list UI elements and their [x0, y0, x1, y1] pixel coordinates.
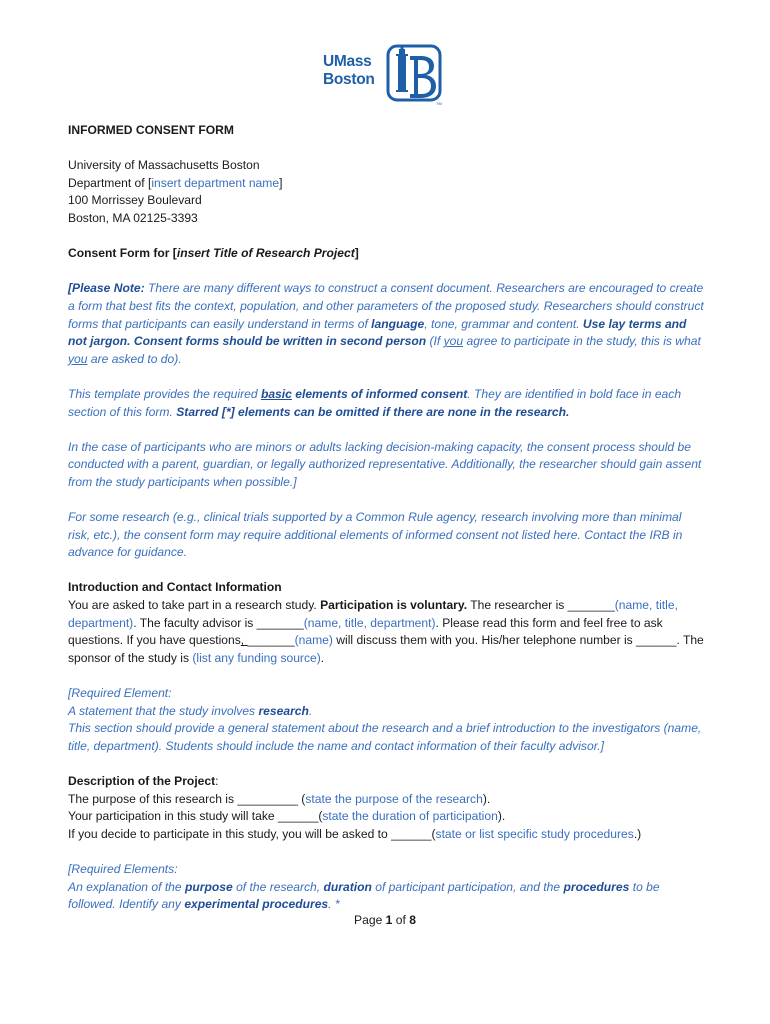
- trademark-mark: TM: [436, 101, 442, 106]
- address-block: [68, 157, 704, 227]
- department-placeholder: insert department name: [151, 175, 280, 190]
- intro-paragraph: You are asked to take part in a research study. Participation is voluntary. The researcher is _______(name, title, department). The faculty advisor is _______(name, title, department). Please read this form and feel free to ask questions. If you have questions, _______(name) will discuss them with you. His/her telephone number is ______. The sponsor of the study is (list any funding source).: [68, 598, 704, 665]
- document-title: INFORMED CONSENT FORM: [68, 123, 234, 137]
- consent-form-for-line: Consent Form for [insert Title of Research Project]: [68, 246, 359, 261]
- template-paragraph: This template provides the required basic elements of informed consent. They are identified in bold face in each section of this form. Starred [*] elements can be omitted if there are none in the research.: [68, 386, 682, 419]
- minors-paragraph: In the case of participants who are minors or adults lacking decision-making capacity, the consent process should be conducted with a parent, guardian, or legally authorized representative. Additionally, the researcher should gain assent from the study participants when possible.]: [68, 439, 702, 489]
- purpose-line: The purpose of this research is _________ (state the purpose of the research).: [68, 791, 491, 806]
- intro-heading: Introduction and Contact Information: [68, 580, 282, 595]
- some-research-paragraph: For some research (e.g., clinical trials supported by a Common Rule agency, research involving more than minimal risk, etc.), the consent form may require additional elements of informed consent not listed here. Contact the IRB in advance for guidance.: [68, 510, 683, 560]
- page-footer: Page 1 of 8: [354, 913, 416, 927]
- page-number: 1: [385, 913, 393, 927]
- street-line: 100 Morrissey Boulevard: [68, 193, 202, 208]
- please-note-paragraph: [Please Note: There are many different ways to construct a consent document. Researchers are encouraged to create a form that best fits the context, population, and other parameters of the proposed study. Researchers should construct forms that participants can easily understand in terms of language, tone, grammar and content. Use lay terms and not jargon. Consent forms should be written in second person (If you agree to participate in the study, this is what you are asked to do).: [68, 281, 704, 366]
- duration-line: Your participation in this study will take ______(state the duration of participation).: [68, 809, 506, 824]
- logo-wordmark: UMass Boston: [323, 53, 375, 88]
- city-line: Boston, MA 02125-3393: [68, 210, 198, 225]
- required-elements-block: [Required Elements: An explanation of the purpose of the research, duration of participant participation, and the procedures to be followed. Identify any experimental procedures. *: [68, 861, 660, 912]
- document-body: [68, 122, 704, 914]
- required-element-block: [Required Element: A statement that the study involves research. This section should provide a general statement about the research and a brief introduction to the investigators (name, title, department). Students should include the name and contact information of their faculty advisor.]: [68, 686, 702, 753]
- procedures-line: If you decide to participate in this study, you will be asked to ______(state or list specific study procedures.): [68, 826, 642, 841]
- description-heading: Description of the Project:: [68, 773, 219, 788]
- department-line: Department of [insert department name]: [68, 175, 283, 190]
- page-total: 8: [409, 913, 416, 927]
- university-line: University of Massachusetts Boston: [68, 158, 260, 173]
- umass-boston-logo: [323, 44, 447, 106]
- logo-b-icon: [386, 44, 446, 106]
